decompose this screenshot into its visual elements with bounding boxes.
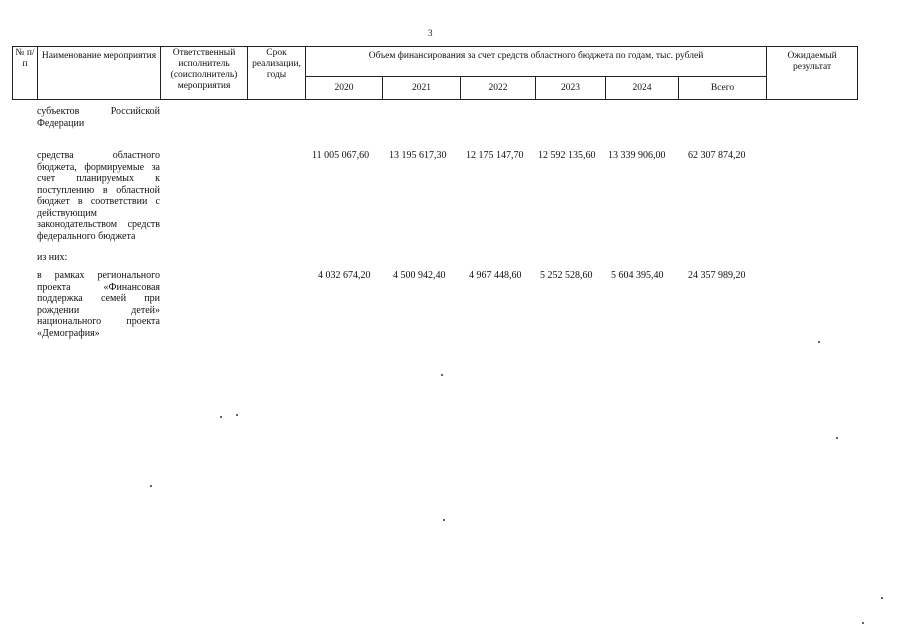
- value-2022: 12 175 147,70: [466, 150, 524, 161]
- scan-speck: [220, 416, 222, 418]
- table-row-desc: из них:: [37, 252, 68, 263]
- value-2021: 4 500 942,40: [393, 270, 446, 281]
- scan-speck: [862, 622, 864, 624]
- value-2022: 4 967 448,60: [469, 270, 522, 281]
- col-result-header: Ожидаемый результат: [767, 47, 858, 100]
- col-term-header: Срок реализации, годы: [248, 47, 306, 100]
- value-2023: 12 592 135,60: [538, 150, 596, 161]
- year-2022-header: 2022: [461, 77, 536, 100]
- value-2020: 11 005 067,60: [312, 150, 370, 161]
- year-2021-header: 2021: [383, 77, 461, 100]
- scan-speck: [443, 519, 445, 521]
- scan-speck: [836, 437, 838, 439]
- col-funding-header: Объем финансирования за счет средств областного бюджета по годам, тыс. рублей: [306, 47, 767, 77]
- scan-speck: [236, 414, 238, 416]
- value-2023: 5 252 528,60: [540, 270, 593, 281]
- year-2024-header: 2024: [606, 77, 679, 100]
- table-row-desc: средства областного бюджета, формируемые за счет планируемых к поступлению в областной бюджет в соответствии с действующим законодательством средств федерального бюджета: [37, 150, 160, 242]
- funding-table-header: [12, 46, 858, 100]
- page-number: 3: [428, 28, 433, 38]
- scan-speck: [818, 341, 820, 343]
- value-total: 62 307 874,20: [688, 150, 746, 161]
- value-total: 24 357 989,20: [688, 270, 746, 281]
- col-name-header: Наименование мероприятия: [38, 47, 161, 100]
- total-header: Всего: [679, 77, 767, 100]
- value-2021: 13 195 617,30: [389, 150, 447, 161]
- scan-speck: [881, 597, 883, 599]
- col-number-header: № п/п: [13, 47, 38, 100]
- year-2023-header: 2023: [536, 77, 606, 100]
- table-row-desc: в рамках регионального проекта «Финансовая поддержка семей при рождении детей» национального проекта «Демография»: [37, 270, 160, 339]
- value-2024: 5 604 395,40: [611, 270, 664, 281]
- table-row-desc: субъектов Российской Федерации: [37, 106, 160, 129]
- value-2020: 4 032 674,20: [318, 270, 371, 281]
- scan-speck: [150, 485, 152, 487]
- col-responsible-header: Ответственный исполнитель (соисполнитель) мероприятия: [161, 47, 248, 100]
- year-2020-header: 2020: [306, 77, 383, 100]
- value-2024: 13 339 906,00: [608, 150, 666, 161]
- scan-speck: [441, 374, 443, 376]
